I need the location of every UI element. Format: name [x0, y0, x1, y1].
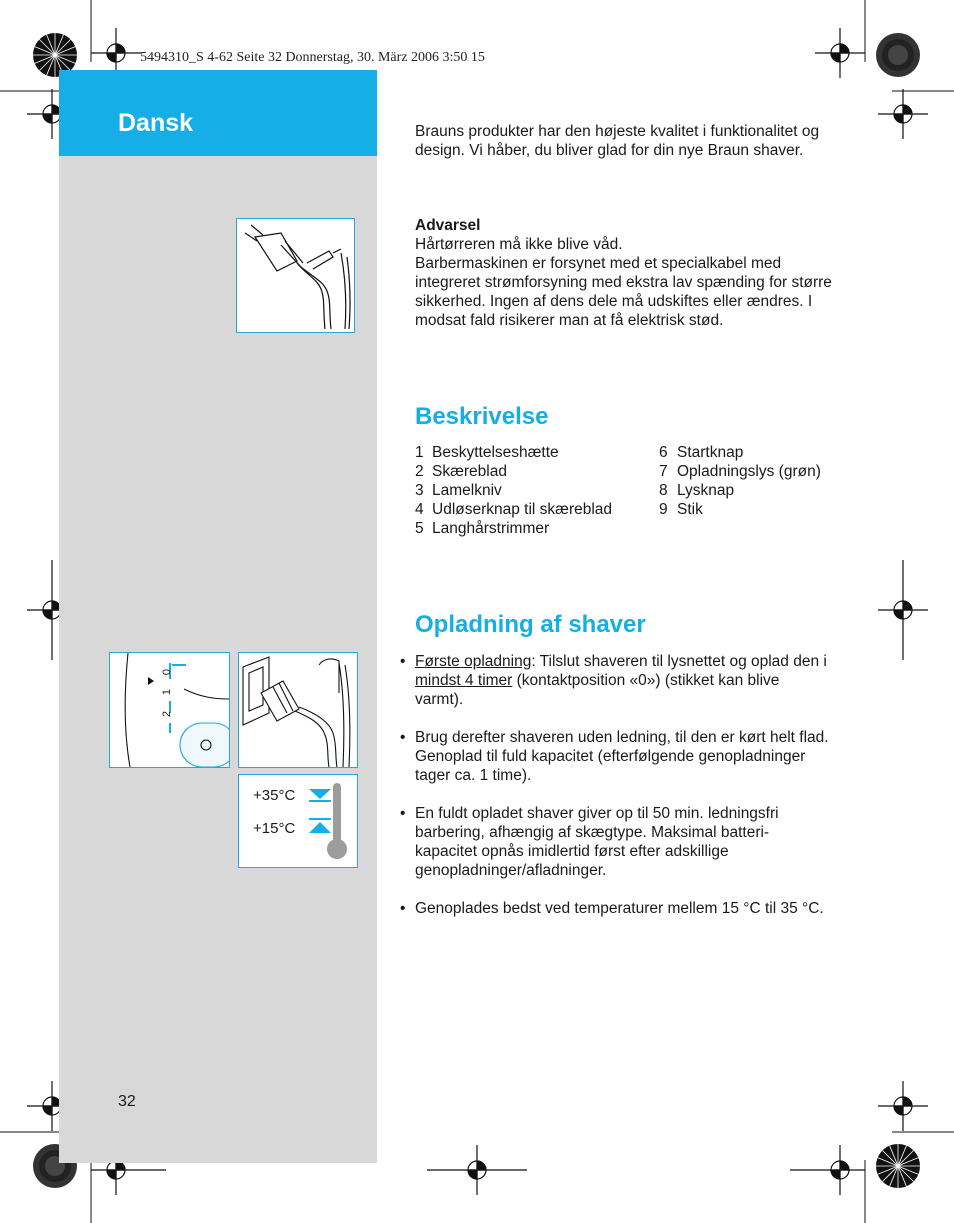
part-item: 3 Lamelkniv — [415, 482, 502, 499]
switch-pos-2-label: 2 — [161, 710, 174, 718]
language-title: Dansk — [118, 109, 194, 137]
switch-pos-1-label: 1 — [161, 688, 174, 696]
switch-pos-0-label: 0 — [161, 668, 174, 676]
print-header: 5494310_S 4-62 Seite 32 Donnerstag, 30. März 2006 3:50 15 — [140, 50, 485, 65]
warning-line-1: Hårtørreren må ikke blive våd. — [415, 236, 623, 253]
bullet-item: • Brug derefter shaveren uden ledning, til den er kørt helt flad. Genoplad til fuld kapacitet (efterfølgende genopladninger tager ca. 1 time). — [400, 729, 829, 784]
part-item: 1 Beskyttelseshætte — [415, 444, 559, 461]
thermometer-icon — [305, 775, 357, 867]
temp-high-label: +35°C — [253, 787, 296, 804]
bullet-item: • Genoplades bedst ved temperaturer mellem 15 °C til 35 °C. — [400, 900, 824, 917]
warning-block — [415, 216, 835, 330]
part-item: 2 Skæreblad — [415, 463, 507, 480]
intro-paragraph: Brauns produkter har den højeste kvalitet i funktionalitet og design. Vi håber, du bliver glad for din nye Braun shaver. — [415, 123, 820, 159]
plug-cable-icon — [237, 219, 354, 332]
bullet-item: • Første opladning: Tilslut shaveren til lysnettet og oplad den i mindst 4 timer (kontaktposition «0») (stikket kan blive varmt). — [400, 653, 827, 708]
temp-low-label: +15°C — [253, 820, 296, 837]
page-number: 32 — [118, 1093, 136, 1110]
part-item: 6 Startknap — [659, 444, 744, 461]
switch-position-figure — [109, 652, 230, 768]
bullet-item: • En fuldt opladet shaver giver op til 50 min. ledningsfri barbering, afhængig af skægtype. Maksimal batteri-kapacitet opnås imidlertid først efter adskillige genopladninger/afladninger. — [400, 805, 779, 879]
title-band — [59, 70, 377, 156]
charging-bullets — [400, 652, 830, 937]
part-item: 9 Stik — [659, 501, 703, 518]
plug-cable-figure — [236, 218, 355, 333]
socket-plug-figure — [238, 652, 358, 768]
warning-title: Advarsel — [415, 217, 481, 234]
parts-list-right — [659, 443, 839, 519]
part-item: 7 Opladningslys (grøn) — [659, 463, 821, 480]
part-item: 8 Lysknap — [659, 482, 735, 499]
part-item: 5 Langhårstrimmer — [415, 520, 550, 537]
parts-list-left — [415, 443, 655, 538]
part-item: 4 Udløserknap til skæreblad — [415, 501, 613, 518]
description-heading: Beskrivelse — [415, 403, 549, 430]
temperature-figure — [238, 774, 358, 868]
charging-heading: Opladning af shaver — [415, 611, 646, 638]
socket-plug-icon — [239, 653, 357, 767]
warning-line-2: Barbermaskinen er forsynet med et specialkabel med integreret strømforsyning med ekstra lav spænding for større sikkerhed. Ingen af dens dele må udskiftes eller ændres. I modsat fald risikerer man at få elektrisk stød. — [415, 255, 832, 329]
